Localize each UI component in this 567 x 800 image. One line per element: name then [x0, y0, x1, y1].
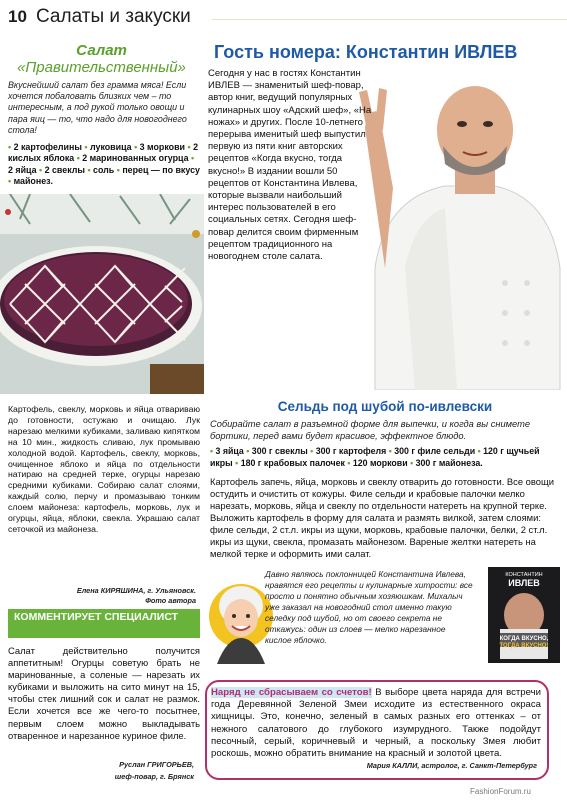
- herring-method: Картофель запечь, яйца, морковь и свеклу отварить до готовности. Все овощи остудить и очистить от кожуры. Филе сельди и крабовые палочки мелко нарезать, морковь, яйца и свеклу по отдельности натереть на крупной терке. Выложить картофель в форму для салата и размять вилкой, затем слоями: филе сельди, 2 ст.л. икры из щуки, морковь, крабовые палочки, белки, 2 ст.л. икры из щуки, свекла, промазать майонезом. Вареные желтки натереть на мелкой терке и оформить ими салат.: [210, 476, 554, 559]
- salad-method: Картофель, свеклу, морковь и яйца отвариваю до готовности, остужаю и очищаю. Лук нарезаю мелкими кубиками, заливаю кипятком на 10 мин., жидкость сливаю, лук промываю холодной водой. Картофель, свеклу, морковь, очищенное яблоко и яйца по отдельности натираю на средней терке, огурцы нарезаю средними кубиками. Собираю салат слоями, каждый солю, перчу и промазываю тонким слоем майонеза: картофель, морковь, лук и огурцы, яйца, яблоки, свекла. Украшаю салат сеточкой из майонеза.: [8, 404, 200, 534]
- bullet-icon: •: [8, 175, 14, 186]
- salad-ingredients: [8, 142, 200, 187]
- bullet-icon: •: [246, 446, 252, 456]
- bullet-icon: •: [39, 164, 45, 175]
- bullet-icon: •: [84, 142, 90, 152]
- book-author: КОНСТАНТИН: [505, 572, 543, 578]
- salad-ingredient: луковица: [89, 142, 135, 152]
- herring-ingredient: 180 г крабовых палочек: [240, 458, 348, 468]
- salad-ingredient: 2 маринованных огурца: [82, 153, 192, 164]
- bullet-icon: •: [187, 142, 194, 152]
- tip-headline: Наряд не сбрасываем со счетов!: [211, 687, 372, 698]
- salad-ingredient: майонез.: [13, 175, 54, 186]
- guest-title: Гость номера: Константин ИВЛЕВ: [214, 42, 518, 62]
- salad-ingredient: 2 яйца: [8, 164, 40, 175]
- salad-ingredient: 2 картофелины: [13, 142, 85, 152]
- herring-ingredient: 120 г щучьей икры: [210, 446, 540, 468]
- bullet-icon: •: [116, 164, 123, 175]
- comment-title: КОММЕНТИРУЕТ СПЕЦИАЛИСТ: [14, 611, 179, 623]
- book-title-line2: ТОГДА ВКУСНО!: [499, 643, 549, 649]
- comment-body: Салат действительно получится аппетитным! Огурцы советую брать не маринованные, а соленые — нарезать их кубиками и выложить на сито минут на 15, чтобы стек лишний сок и салат не размок. Если хочется все же чего-то посытнее, первым слоем можно выкладывать отваренное и нарезанное куриное филе.: [8, 645, 200, 741]
- bullet-icon: •: [191, 153, 195, 164]
- page-header: [0, 0, 567, 34]
- book-cover: [486, 565, 562, 665]
- salad-ingredient: 2 кислых яблока: [8, 142, 198, 164]
- watermark: FashionForum.ru: [470, 787, 531, 796]
- salad-photo: [0, 194, 204, 394]
- salad-ingredient: 3 моркови: [139, 142, 188, 152]
- herring-ingredients: [210, 445, 564, 469]
- reader-quote: Давно являюсь поклонницей Константина Ивлева, нравятся его рецепты и кулинарные хитрости: все просто и понятно обычным хозяюшкам. Михалыч уже заказал на новогодний стол именно такую селедку под шубой, но от своего секрета не откажусь: один из слоев — мелко нарезанное кислое яблочко.: [265, 569, 473, 645]
- book-title-line1: КОГДА ВКУСНО,: [499, 636, 549, 642]
- herring-title: Сельдь под шубой по-ивлевски: [277, 399, 493, 414]
- salad-author: Елена КИРЯШИНА, г. Ульяновск.: [76, 586, 196, 595]
- bullet-icon: •: [210, 446, 216, 456]
- salad-author-block: [8, 586, 196, 606]
- bullet-icon: •: [347, 458, 353, 468]
- herring-ingredient: 120 моркови: [352, 458, 411, 468]
- guest-body: Сегодня у нас в гостях Константин ИВЛЕВ — знаменитый шеф-повар, автор книг, ведущий популярных кулинарных шоу «Адский шеф», «На ножах» и других. После 10-летнего перерыва именитый шеф выпустил первую из пяти книг авторских рецептов «Когда вкусно, тогда вкусно!» В издании вошли 50 рецептов от Константина Ивлева, которые вызвали наибольший интерес пользователей в его социальных сетях. Сегодня шеф-повар делится своим фирменным рецептом традиционного на новогоднем столе салата.: [208, 68, 372, 263]
- salad-ingredient: соль: [93, 164, 117, 175]
- photo-credit: Фото автора: [145, 596, 196, 605]
- herring-ingredient: 3 яйца: [215, 446, 247, 456]
- salad-intro: Вкуснейший салат без грамма мяса! Если хочется побаловать близких чем – то интересным, а под рукой только овощи и пара яиц — то, что надо для новогоднего стола!: [8, 80, 187, 135]
- bullet-icon: •: [310, 446, 316, 456]
- chef-photo: [345, 68, 565, 390]
- bullet-icon: •: [235, 458, 241, 468]
- bullet-icon: •: [410, 458, 416, 468]
- comment-author: Руслан ГРИГОРЬЕВ,: [119, 760, 194, 769]
- bullet-icon: •: [477, 446, 484, 456]
- bullet-icon: •: [134, 142, 140, 152]
- salad-ingredient: перец — по вкусу: [122, 164, 200, 175]
- tip-body: В выборе цвета наряда для встречи года Деревянной Зеленой Змеи исходите из естественного окраса хищницы. Это, конечно, зеленый в самых разных его оттенках – от нежного салатового до глубокого изумрудного. Также подойдут песочный, серый, коричневый и черный, а поскольку Змея любит роскошь, можно обратить внимание на красный и золотой цвета.: [211, 687, 541, 760]
- bullet-icon: •: [76, 153, 83, 164]
- herring-ingredient: 300 г майонеза.: [415, 458, 483, 468]
- bullet-icon: •: [87, 164, 94, 175]
- comment-author-role: шеф-повар, г. Брянск: [114, 771, 194, 781]
- bullet-icon: •: [8, 142, 14, 152]
- salad-subtitle: «Правительственный»: [17, 59, 186, 76]
- bullet-icon: •: [388, 446, 395, 456]
- herring-ingredient: 300 г свеклы: [251, 446, 311, 456]
- salad-title: [0, 42, 203, 76]
- herring-ingredient: 300 г картофеля: [315, 446, 389, 456]
- page-number: 10: [8, 7, 27, 26]
- tip-author: Мария КАЛЛИ, астролог, г. Санкт-Петербург: [366, 761, 537, 770]
- book-surname: ИВЛЕВ: [508, 578, 540, 588]
- salad-title-main: Салат: [76, 42, 127, 59]
- tip-text: [211, 687, 541, 760]
- section-title: Салаты и закуски: [36, 6, 191, 27]
- reader-avatar: [207, 572, 274, 664]
- salad-ingredient: 2 свеклы: [44, 164, 88, 175]
- herring-ingredient: 300 г филе сельди: [394, 446, 478, 456]
- herring-intro: Собирайте салат в разъемной форме для выпечки, и когда вы снимете бортики, перед вами будет красивое, эффектное блюдо.: [210, 419, 531, 441]
- header-divider: [212, 19, 567, 20]
- comment-author-block: [8, 759, 194, 782]
